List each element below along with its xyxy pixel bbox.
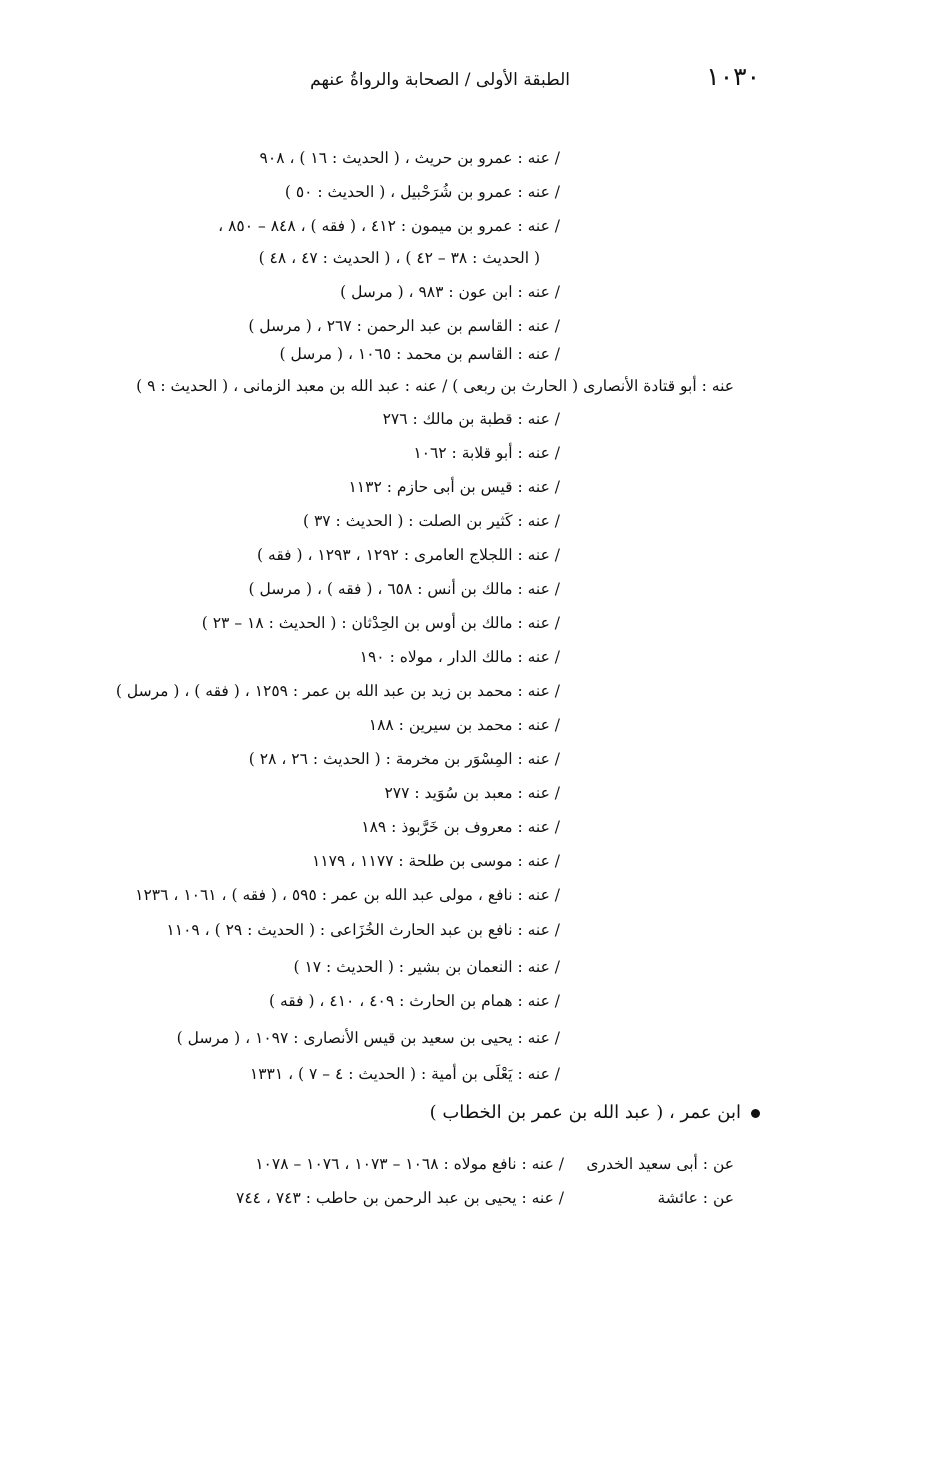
list-item: / عنه : محمد بن سيرين : ١٨٨: [368, 716, 560, 734]
list-item: / عنه : عمرو بن ميمون : ٤١٢ ، ( فقه ) ، ٨٤٨ – ٨٥٠ ،: [218, 217, 560, 235]
list-item: / عنه : القاسم بن محمد : ١٠٦٥ ، ( مرسل ): [279, 345, 560, 363]
list-item: عنه : أبو قتادة الأنصارى ( الحارث بن ربعى ) / عنه : عبد الله بن معبد الزمانى ، ( الحديث : ٩ ): [136, 377, 734, 395]
bullet-icon: [751, 1109, 760, 1118]
list-item: / عنه : أبو قلابة : ١٠٦٢: [413, 444, 560, 462]
sub-entry-source: عن : أبى سعيد الخدرى: [586, 1155, 734, 1173]
sub-entry: [150, 1188, 734, 1210]
sub-entry-narrator: / عنه : يحيى بن عبد الرحمن بن حاطب : ٧٤٣ ، ٧٤٤: [236, 1189, 564, 1207]
sub-entry-narrator: / عنه : نافع مولاه : ١٠٦٨ – ١٠٧٣ ، ١٠٧٦ – ١٠٧٨: [255, 1155, 564, 1173]
section-heading-text: ابن عمر ، ( عبد الله بن عمر بن الخطاب ): [429, 1102, 741, 1123]
list-item: / عنه : يحيى بن سعيد بن قيس الأنصارى : ١٠٩٧ ، ( مرسل ): [176, 1029, 560, 1047]
running-header-title: الطبقة الأولى / الصحابة والرواةُ عنهم: [310, 70, 570, 90]
list-item: / عنه : مالك بن أوس بن الحِدْثان : ( الحديث : ١٨ – ٢٣ ): [201, 614, 560, 632]
list-item: / عنه : النعمان بن بشير : ( الحديث : ١٧ ): [293, 958, 560, 976]
list-item: / عنه : نافع بن عبد الحارث الخُزَاعى : ( الحديث : ٢٩ ) ، ١١٠٩: [166, 921, 560, 939]
list-item: / عنه : يَعْلَى بن أمية : ( الحديث : ٤ – ٧ ) ، ١٣٣١: [249, 1065, 560, 1083]
list-item: / عنه : كَثير بن الصلت : ( الحديث : ٣٧ ): [302, 512, 560, 530]
list-item: / عنه : مالك الدار ، مولاه : ١٩٠: [359, 648, 560, 666]
list-item: / عنه : نافع ، مولى عبد الله بن عمر : ٥٩٥ ، ( فقه ) ، ١٠٦١ ، ١٢٣٦: [135, 886, 560, 904]
page-number: ١٠٣٠: [706, 62, 760, 91]
list-item: / عنه : ابن عون : ٩٨٣ ، ( مرسل ): [340, 283, 560, 301]
list-item: / عنه : موسى بن طلحة : ١١٧٧ ، ١١٧٩: [312, 852, 560, 870]
list-item: / عنه : معبد بن سُوَيد : ٢٧٧: [384, 784, 560, 802]
list-item: / عنه : قطبة بن مالك : ٢٧٦: [382, 410, 560, 428]
list-item: / عنه : المِسْوَر بن مخرمة : ( الحديث : ٢٦ ، ٢٨ ): [248, 750, 560, 768]
sub-entry: [150, 1154, 734, 1176]
list-item: / عنه : قيس بن أبى حازم : ١١٣٢: [348, 478, 560, 496]
list-item: / عنه : محمد بن زيد بن عبد الله بن عمر : ١٢٥٩ ، ( فقه ) ، ( مرسل ): [115, 682, 560, 700]
list-item: / عنه : القاسم بن عبد الرحمن : ٢٦٧ ، ( مرسل ): [248, 317, 560, 335]
list-item: / عنه : اللجلاج العامرى : ١٢٩٢ ، ١٢٩٣ ، ( فقه ): [257, 546, 560, 564]
list-item: / عنه : عمرو بن شُرَحْبيل ، ( الحديث : ٥٠ ): [284, 183, 560, 201]
list-item: / عنه : عمرو بن حريث ، ( الحديث : ١٦ ) ، ٩٠٨: [259, 149, 560, 167]
list-item: / عنه : مالك بن أنس : ٦٥٨ ، ( فقه ) ، ( مرسل ): [248, 580, 560, 598]
sub-entry-source: عن : عائشة: [657, 1189, 734, 1207]
list-item: ( الحديث : ٣٨ – ٤٢ ) ، ( الحديث : ٤٧ ، ٤٨ ): [258, 249, 540, 267]
list-item: / عنه : معروف بن خَرَّبوذ : ١٨٩: [361, 818, 560, 836]
list-item: / عنه : همام بن الحارث : ٤٠٩ ، ٤١٠ ، ( فقه ): [269, 992, 560, 1010]
section-heading: [410, 1102, 760, 1123]
